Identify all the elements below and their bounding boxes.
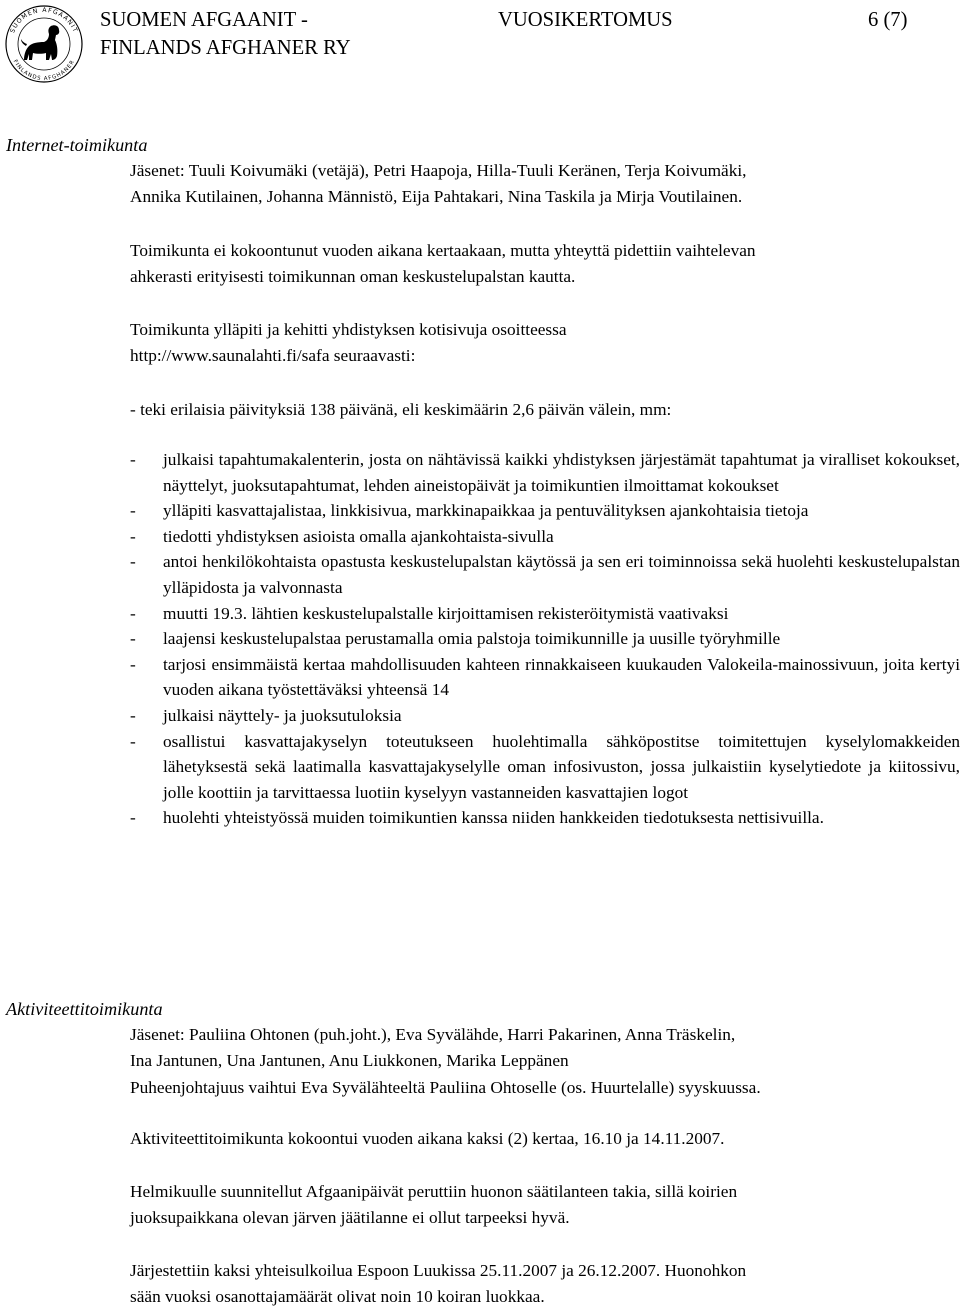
list-item (130, 652, 960, 703)
bullet-dash: - (130, 450, 136, 469)
svg-text:SUOMEN AFGAANIT: SUOMEN AFGAANIT (9, 6, 79, 35)
internet-paragraph-website (130, 317, 960, 370)
svg-text:FINLANDS AFGHANER: FINLANDS AFGHANER (11, 58, 77, 83)
list-item (130, 805, 960, 831)
list-item (130, 447, 960, 498)
text-line: juoksupaikkana olevan järven jäätilanne ei ollut tarpeeksi hyvä. (130, 1208, 570, 1228)
organization-name: SUOMEN AFGAANIT - (100, 9, 308, 31)
text-line: ahkerasti erityisesti toimikunnan oman keskustelupalstan kautta. (130, 267, 576, 287)
list-item (130, 703, 960, 729)
bullet-dash: - (130, 552, 136, 572)
club-logo (2, 4, 86, 84)
list-item-text: antoi henkilökohtaista opastusta keskustelupalstan käytössä ja sen eri toiminnoissa sekä huolehti keskustelupalstan ylläpidosta ja valvonnasta (163, 552, 960, 597)
aktiviteetti-members (130, 1022, 960, 1101)
organization-name-swedish: FINLANDS AFGHANER RY (100, 37, 351, 59)
text-line: sään vuoksi osanottajamäärät olivat noin 10 koiran luokkaa. (130, 1287, 545, 1307)
list-item-text: julkaisi tapahtumakalenterin, josta on nähtävissä kaikki yhdistyksen järjestämät tapahtumat ja viralliset kokoukset, näyttelyt, juoksutapahtumat, lehden aineistopäivät ja toimikuntien ilmoittamat kokoukset (163, 450, 960, 495)
section-title-aktiviteetti: Aktiviteettitoimikunta (6, 999, 163, 1019)
list-item-text: ylläpiti kasvattajalistaa, linkkisivua, markkinapaikkaa ja pentuvälityksen ajankohtaisia tietoja (163, 501, 809, 521)
chair-change-line: Puheenjohtajuus vaihtui Eva Syvälähteeltä Pauliina Ohtoselle (os. Huurtelalle) syyskuussa. (130, 1077, 761, 1097)
section-title-internet: Internet-toimikunta (6, 135, 148, 155)
list-item-text: tarjosi ensimmäistä kertaa mahdollisuuden kahteen rinnakkaiseen kuukauden Valokeila-mainossivuun, joita kertyi vuoden aikana työstettäväksi yhteensä 14 (163, 654, 960, 700)
text-line: Toimikunta ylläpiti ja kehitti yhdistyksen kotisivuja osoitteessa (130, 320, 567, 339)
page-number: 6 (7) (868, 9, 908, 31)
aktiviteetti-meetings: Aktiviteettitoimikunta kokoontui vuoden aikana kaksi (2) kertaa, 16.10 ja 14.11.2007. (130, 1129, 725, 1148)
bullet-dash: - (130, 654, 136, 674)
internet-paragraph-meetings (130, 238, 960, 291)
internet-members-line: Jäsenet: Tuuli Koivumäki (vetäjä), Petri Haapoja, Hilla-Tuuli Keränen, Terja Koivumäki, (130, 161, 747, 180)
text-line: Järjestettiin kaksi yhteisulkoilua Espoon Luukissa 25.11.2007 ja 26.12.2007. Huonohkon (130, 1261, 747, 1280)
aktiviteetti-members-line: Ina Jantunen, Una Jantunen, Anu Liukkonen, Marika Leppänen (130, 1051, 569, 1071)
bullet-dash: - (130, 501, 136, 521)
aktiviteetti-members-line: Jäsenet: Pauliina Ohtonen (puh.joht.), Eva Syvälähde, Harri Pakarinen, Anna Träskelin, (130, 1025, 736, 1044)
list-item-text: osallistui kasvattajakyselyn toteutukseen huolehtimalla sähköpostitse toimitettujen kyselylomakkeiden lähetyksestä sekä laatimalla kasvattajakyselylle oman infosivuston, jossa julkaistiin kyselytiedote ja kiitossivu, jolle koottiin ja tarvittaessa luotiin kyselyyn vastanneiden kasvattajien logot (163, 731, 960, 802)
afghan-hound-icon (21, 25, 59, 60)
document-title: VUOSIKERTOMUS (498, 9, 673, 31)
list-item-text: laajensi keskustelupalstaa perustamalla omia palstoja toimikunnille ja uusille työryhmille (163, 629, 781, 649)
text-line: Helmikuulle suunnitellut Afgaanipäivät peruttiin huonon säätilanteen takia, sillä koirien (130, 1182, 738, 1201)
internet-members (130, 158, 960, 211)
list-item (130, 626, 960, 652)
bullet-dash: - (130, 603, 136, 623)
list-item (130, 601, 960, 627)
list-item-text: julkaisi näyttely- ja juoksutuloksia (163, 705, 402, 725)
bullet-dash: - (130, 629, 136, 649)
internet-task-list (130, 447, 960, 831)
list-item-text: tiedotti yhdistyksen asioista omalla ajankohtaista-sivulla (163, 526, 554, 546)
aktiviteetti-cancelled-event (130, 1179, 960, 1232)
text-line: Toimikunta ei kokoontunut vuoden aikana kertaakaan, mutta yhteyttä pidettiin vaihtelevan (130, 241, 756, 260)
internet-members-line: Annika Kutilainen, Johanna Männistö, Eija Pahtakari, Nina Taskila ja Mirja Voutilainen. (130, 187, 743, 207)
list-item (130, 729, 960, 806)
list-item-text: muutti 19.3. lähtien keskustelupalstalle kirjoittamisen rekisteröitymistä vaativaksi (163, 603, 729, 623)
bullet-dash: - (130, 705, 136, 725)
internet-updates-summary: - teki erilaisia päivityksiä 138 päivänä, eli keskimäärin 2,6 päivän välein, mm: (130, 400, 672, 419)
website-url: http://www.saunalahti.fi/safa seuraavasti: (130, 346, 416, 366)
list-item-text: huolehti yhteistyössä muiden toimikuntien kanssa niiden hankkeiden tiedotuksesta nettisivuilla. (163, 808, 824, 828)
page-header (0, 4, 960, 83)
bullet-dash: - (130, 808, 136, 828)
aktiviteetti-joint-walks (130, 1258, 960, 1311)
list-item (130, 524, 960, 550)
bullet-dash: - (130, 731, 136, 751)
list-item (130, 549, 960, 600)
bullet-dash: - (130, 526, 136, 546)
list-item (130, 498, 960, 524)
